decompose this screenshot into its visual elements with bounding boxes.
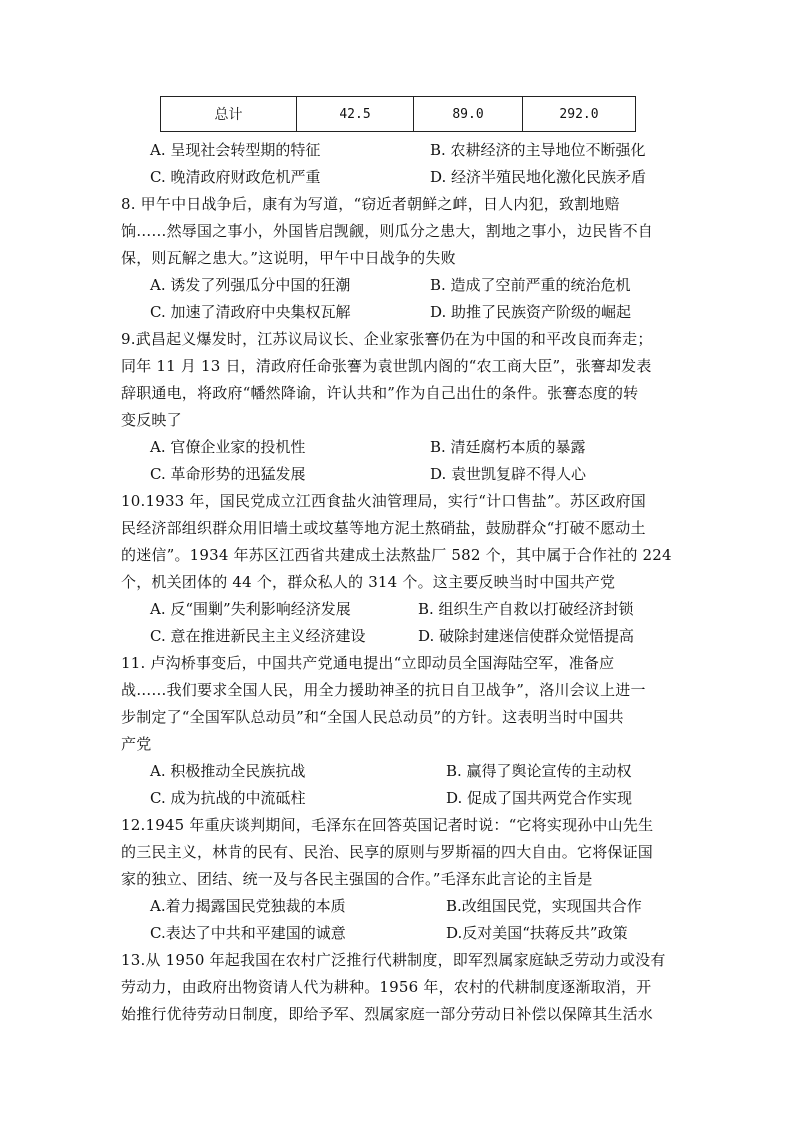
q9-option-c: C. 革命形势的迅猛发展 — [150, 465, 306, 483]
q10-option-a: A. 反“围剿”失利影响经济发展 — [150, 600, 351, 618]
q7-option-d: D. 经济半殖民地化激化民族矛盾 — [430, 168, 647, 186]
q11-option-d: D. 促成了国共两党合作实现 — [446, 789, 633, 807]
q11-stem-line: 战……我们要求全国人民，用全力援助神圣的抗日自卫战争”，洛川会议上进一 — [121, 681, 646, 699]
q9-option-a: A. 官僚企业家的投机性 — [150, 438, 306, 456]
q12-option-a: A.着力揭露国民党独裁的本质 — [150, 897, 346, 915]
q7-option-a: A. 呈现社会转型期的特征 — [150, 141, 321, 159]
q9-stem-line: 变反映了 — [121, 411, 182, 429]
q7-option-b: B. 农耕经济的主导地位不断强化 — [430, 141, 646, 159]
q11-stem-line: 步制定了“全国军队总动员”和“全国人民总动员”的方针。这表明当时中国共 — [121, 708, 624, 726]
q12-option-b: B.改组国民党，实现国共合作 — [446, 897, 642, 915]
q10-stem-line: 10.1933 年，国民党成立江西食盐火油管理局，实行“计口售盐”。苏区政府国 — [121, 492, 646, 510]
q9-option-d: D. 袁世凯复辟不得人心 — [430, 465, 587, 483]
q8-option-c: C. 加速了清政府中央集权瓦解 — [150, 303, 351, 321]
q10-option-d: D. 破除封建迷信使群众觉悟提高 — [418, 627, 635, 645]
q10-option-b: B. 组织生产自救以打破经济封锁 — [418, 600, 634, 618]
q11-stem-line: 11. 卢沟桥事变后，中国共产党通电提出“立即动员全国海陆空军，准备应 — [121, 654, 615, 672]
table-cell-value: 89.0 — [414, 97, 523, 132]
q13-stem-line: 13.从 1950 年起我国在农村广泛推行代耕制度，即军烈属家庭缺乏劳动力或没有 — [121, 951, 666, 969]
q8-stem-line: 8. 甲午中日战争后，康有为写道，“窃近者朝鲜之衅，日人内犯，致割地赔 — [121, 195, 620, 213]
statistics-table — [160, 96, 636, 132]
q8-option-b: B. 造成了空前严重的统治危机 — [430, 276, 631, 294]
q9-stem-line: 辞职通电，将政府“幡然降谕，许认共和”作为自己出仕的条件。张謇态度的转 — [121, 384, 639, 402]
q8-option-d: D. 助推了民族资产阶级的崛起 — [430, 303, 632, 321]
q11-option-b: B. 赢得了舆论宣传的主动权 — [446, 762, 632, 780]
table-row-total — [161, 97, 636, 132]
q11-option-c: C. 成为抗战的中流砥柱 — [150, 789, 306, 807]
q9-stem-line: 同年 11 月 13 日，清政府任命张謇为袁世凯内阁的“农工商大臣”，张謇却发表 — [121, 357, 652, 375]
q12-option-c: C.表达了中共和平建国的诚意 — [150, 924, 346, 942]
q7-option-c: C. 晚清政府财政危机严重 — [150, 168, 321, 186]
q10-stem-line: 个，机关团体的 44 个，群众私人的 314 个。这主要反映当时中国共产党 — [121, 573, 616, 591]
q11-option-a: A. 积极推动全民族抗战 — [150, 762, 306, 780]
q9-stem-line: 9.武昌起义爆发时，江苏议局议长、企业家张謇仍在为中国的和平改良而奔走； — [121, 330, 653, 348]
q9-option-b: B. 清廷腐朽本质的暴露 — [430, 438, 586, 456]
q10-stem-line: 民经济部组织群众用旧墙土或坟墓等地方泥土熬硝盐，鼓励群众“打破不愿动土 — [121, 519, 646, 537]
q11-stem-line: 产党 — [121, 735, 152, 753]
q8-stem-line: 保，则瓦解之患大。”这说明，甲午中日战争的失败 — [121, 249, 456, 267]
q8-stem-line: 饷……然辱国之事小，外国皆启觊觎，则瓜分之患大，割地之事小，边民皆不自 — [121, 222, 654, 240]
q12-stem-line: 的三民主义，林肯的民有、民治、民享的原则与罗斯福的四大自由。它将保证国 — [121, 843, 654, 861]
table-cell-value: 42.5 — [297, 97, 414, 132]
q12-stem-line: 12.1945 年重庆谈判期间，毛泽东在回答英国记者时说：“它将实现孙中山先生 — [121, 816, 654, 834]
q12-stem-line: 家的独立、团结、统一及与各民主强国的合作。”毛泽东此言论的主旨是 — [121, 870, 593, 888]
table-cell-label: 总计 — [161, 97, 297, 132]
q12-option-d: D.反对美国“扶蒋反共”政策 — [446, 924, 628, 942]
q13-stem-line: 劳动力，由政府出物资请人代为耕种。1956 年，农村的代耕制度逐渐取消，开 — [121, 978, 652, 996]
q13-stem-line: 始推行优待劳动日制度，即给予军、烈属家庭一部分劳动日补偿以保障其生活水 — [121, 1005, 654, 1023]
q8-option-a: A. 诱发了列强瓜分中国的狂潮 — [150, 276, 351, 294]
q10-option-c: C. 意在推进新民主主义经济建设 — [150, 627, 366, 645]
q10-stem-line: 的迷信”。1934 年苏区江西省共建成土法熬盐厂 582 个，其中属于合作社的 224 — [121, 546, 672, 564]
table-cell-value: 292.0 — [523, 97, 636, 132]
